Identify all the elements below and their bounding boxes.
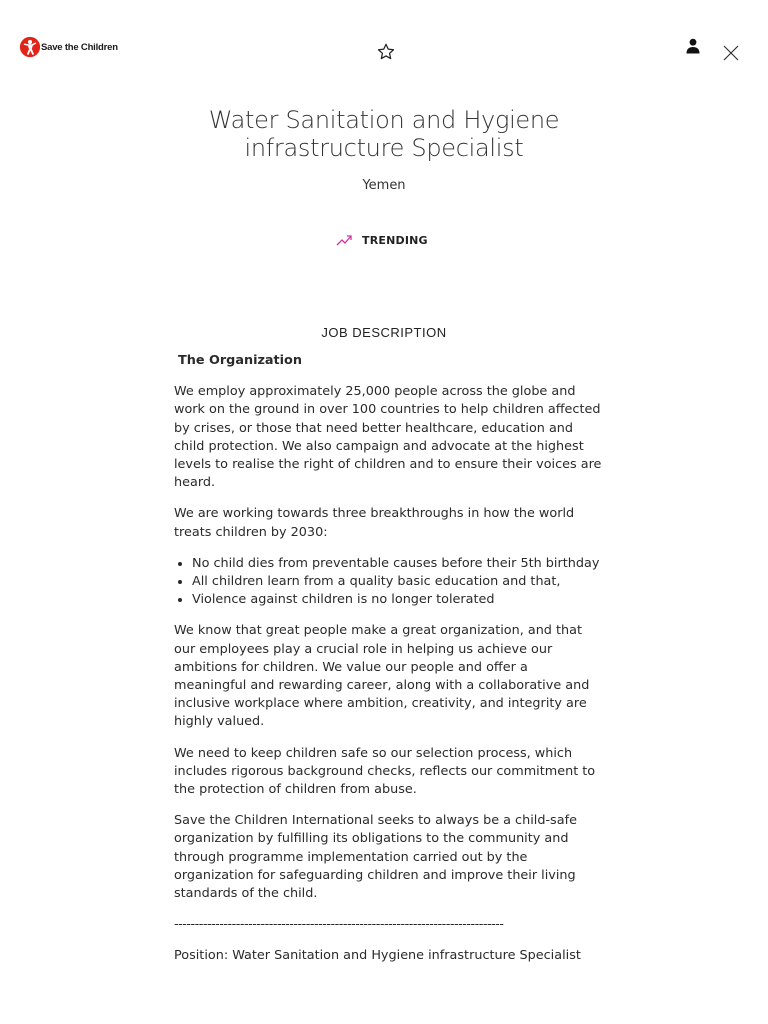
list-item: • All children learn from a quality basic education and that, <box>192 573 604 591</box>
trending-label: TRENDING <box>362 233 428 247</box>
job-title <box>184 106 584 162</box>
favorite-button[interactable] <box>375 41 397 63</box>
logo-text: Save the Children <box>41 41 118 53</box>
user-icon <box>686 38 700 54</box>
trending-up-icon <box>336 233 354 247</box>
paragraph-child-safe: Save the Children International seeks to always be a child-safe organization by fulfilling its obligations to the community and through programme implementation carried out by the organization for safeguarding children and improve their living standards of the child. <box>174 813 577 902</box>
job-location: Yemen <box>362 178 406 193</box>
job-description-body <box>174 352 604 979</box>
organization-heading: The Organization <box>178 353 302 368</box>
paragraph-breakthroughs: We are working towards three breakthroughs in how the world treats children by 2030: <box>174 506 575 540</box>
star-icon <box>376 42 396 62</box>
top-bar <box>0 0 768 90</box>
paragraph-safeguarding: We need to keep children safe so our selection process, which includes rigorous background checks, reflects our commitment to the protection of children from abuse. <box>174 745 596 798</box>
breakthroughs-list <box>192 555 604 610</box>
list-item: • No child dies from preventable causes before their 5th birthday <box>192 555 604 573</box>
job-title-line-2: infrastructure Specialist <box>244 134 524 162</box>
trending-badge <box>336 233 428 247</box>
account-button[interactable] <box>684 37 702 55</box>
list-item: • Violence against children is no longer tolerated <box>192 591 604 609</box>
save-the-children-logo-icon <box>19 36 41 58</box>
close-button[interactable] <box>721 43 741 63</box>
job-description-heading: JOB DESCRIPTION <box>321 325 447 340</box>
save-the-children-logo[interactable] <box>19 36 118 58</box>
close-icon <box>722 44 740 62</box>
position-line: Position: Water Sanitation and Hygiene infrastructure Specialist <box>174 948 581 964</box>
paragraph-organization: We employ approximately 25,000 people across the globe and work on the ground in over 100 countries to help children affected by crises, or those that need better healthcare, education and child protection. We also campaign and advocate at the highest levels to realise the right of children and to ensure their voices are heard. <box>174 384 602 491</box>
text-divider: -------------------------------------------------------------------------------- <box>174 917 504 933</box>
job-title-line-1: Water Sanitation and Hygiene <box>208 106 560 134</box>
paragraph-people: We know that great people make a great organization, and that our employees play a crucial role in helping us achieve our ambitions for children. We value our people and offer a meaningful and rewarding career, along with a collaborative and inclusive workplace where ambition, creativity, and integrity are highly valued. <box>174 623 590 730</box>
